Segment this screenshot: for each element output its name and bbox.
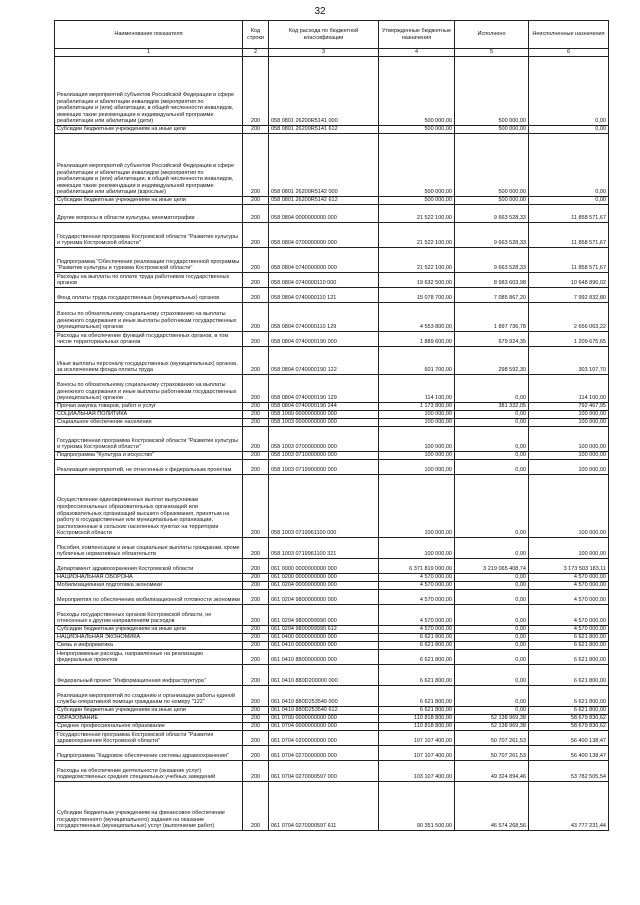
row-name: Государственная программа Костромской области "Развитие культуры и туризма Костромской области" [55, 223, 243, 248]
row-executed: 1 897 736,78 [455, 303, 529, 332]
row-unexecuted: 100 000,00 [529, 475, 609, 538]
row-unexecuted: 100 000,00 [529, 419, 609, 427]
row-line-code: 200 [243, 197, 269, 205]
table-row [55, 605, 609, 626]
row-executed: 0,00 [455, 419, 529, 427]
row-line-code: 200 [243, 126, 269, 134]
row-executed: 381 332,05 [455, 403, 529, 411]
row-budget-code: 061 0700 0000000000 000 [269, 715, 379, 723]
row-name: Пособия, компенсации и иные социальные выплаты гражданам, кроме публичных нормативных обязательств [55, 538, 243, 559]
row-name: Субсидии бюджетным учреждениям на иные цели [55, 626, 243, 634]
header-unexecuted: Неисполненные назначения [529, 21, 609, 49]
column-number: 6 [529, 49, 609, 57]
row-line-code: 200 [243, 782, 269, 831]
row-unexecuted: 10 648 896,02 [529, 273, 609, 288]
row-unexecuted: 100 000,00 [529, 411, 609, 419]
column-number: 1 [55, 49, 243, 57]
row-budget-code: 058 0804 0740000110 121 [269, 288, 379, 303]
row-name: Реализация мероприятий субъектов Российской Федерации в сфере реабилитации и абилитации инвалидов (мероприятия по реабилитации и (или) абилитации, в общей численности инвалидов, имеющих такие рекомендации в индивидуальной программе реабилитации или абилитации (взрослые) [55, 134, 243, 197]
row-approved: 21 522 100,00 [379, 205, 455, 223]
row-budget-code: 058 1003 0719900000 000 [269, 460, 379, 475]
budget-execution-table-wrapper [54, 20, 608, 831]
row-name: Государственная программа Костромской области "Развитие здравоохранения Костромской области" [55, 731, 243, 746]
table-row [55, 665, 609, 686]
row-line-code: 200 [243, 665, 269, 686]
row-unexecuted: 100 000,00 [529, 427, 609, 452]
row-line-code: 200 [243, 460, 269, 475]
row-executed: 0,00 [455, 411, 529, 419]
column-number: 5 [455, 49, 529, 57]
row-line-code: 200 [243, 375, 269, 403]
row-name: НАЦИОНАЛЬНАЯ ЭКОНОМИКА [55, 634, 243, 642]
table-row [55, 375, 609, 403]
row-line-code: 200 [243, 731, 269, 746]
row-approved: 100 000,00 [379, 452, 455, 460]
row-budget-code: 061 0204 0000000000 000 [269, 582, 379, 590]
row-approved: 100 000,00 [379, 538, 455, 559]
row-budget-code: 061 0410 8800000000 000 [269, 650, 379, 665]
row-unexecuted: 43 777 231,44 [529, 782, 609, 831]
header-executed: Исполнено [455, 21, 529, 49]
row-executed: 9 663 528,33 [455, 223, 529, 248]
row-unexecuted: 4 570 000,00 [529, 574, 609, 582]
table-row [55, 460, 609, 475]
row-budget-code: 058 0804 0740000110 129 [269, 303, 379, 332]
row-budget-code: 061 0000 0000000000 000 [269, 559, 379, 574]
row-budget-code: 061 0704 0200000000 000 [269, 731, 379, 746]
row-executed: 52 138 969,38 [455, 715, 529, 723]
row-approved: 15 078 700,00 [379, 288, 455, 303]
row-approved: 100 000,00 [379, 460, 455, 475]
row-line-code: 200 [243, 650, 269, 665]
table-body [55, 57, 609, 831]
table-row [55, 347, 609, 375]
table-row [55, 411, 609, 419]
row-budget-code: 058 0804 0740000190 129 [269, 375, 379, 403]
row-budget-code: 058 0804 0740000190 244 [269, 403, 379, 411]
row-budget-code: 058 1003 0000000000 000 [269, 419, 379, 427]
row-line-code: 200 [243, 559, 269, 574]
row-budget-code: 061 0410 0000000000 000 [269, 642, 379, 650]
row-approved: 100 000,00 [379, 427, 455, 452]
row-unexecuted: 4 570 000,00 [529, 590, 609, 605]
row-line-code: 200 [243, 626, 269, 634]
row-executed: 0,00 [455, 665, 529, 686]
row-unexecuted: 58 679 830,62 [529, 723, 609, 731]
row-budget-code: 061 0704 0270000597 000 [269, 761, 379, 782]
table-header-row [55, 21, 609, 49]
row-budget-code: 061 0204 9800000000 000 [269, 590, 379, 605]
table-row [55, 574, 609, 582]
row-line-code: 200 [243, 715, 269, 723]
row-line-code: 200 [243, 273, 269, 288]
row-line-code: 200 [243, 590, 269, 605]
row-unexecuted: 6 621 800,00 [529, 686, 609, 707]
row-budget-code: 058 1003 0700000000 000 [269, 427, 379, 452]
header-budget-code: Код расхода по бюджетной классификации [269, 21, 379, 49]
row-executed: 49 324 894,46 [455, 761, 529, 782]
row-approved: 601 700,00 [379, 347, 455, 375]
row-approved: 90 351 500,00 [379, 782, 455, 831]
row-name: Расходы на обеспечение деятельности (оказание услуг) подведомственных средних специальных учебных заведений [55, 761, 243, 782]
table-row [55, 332, 609, 347]
table-row [55, 715, 609, 723]
row-approved: 4 570 000,00 [379, 574, 455, 582]
row-budget-code: 058 1003 0719961100 321 [269, 538, 379, 559]
row-executed: 52 138 969,38 [455, 723, 529, 731]
table-row [55, 126, 609, 134]
table-row [55, 403, 609, 411]
row-executed: 46 574 268,56 [455, 782, 529, 831]
row-approved: 500 000,00 [379, 134, 455, 197]
table-row [55, 303, 609, 332]
row-executed: 8 983 603,98 [455, 273, 529, 288]
row-unexecuted: 100 000,00 [529, 452, 609, 460]
row-line-code: 200 [243, 452, 269, 460]
row-name: Субсидии бюджетным учреждениям на иные цели [55, 126, 243, 134]
table-row [55, 538, 609, 559]
row-approved: 6 621 800,00 [379, 650, 455, 665]
row-approved: 100 000,00 [379, 419, 455, 427]
row-line-code: 200 [243, 634, 269, 642]
row-line-code: 200 [243, 723, 269, 731]
row-budget-code: 058 0801 26200R5142 000 [269, 134, 379, 197]
row-budget-code: 061 0200 0000000000 000 [269, 574, 379, 582]
row-approved: 6 621 800,00 [379, 642, 455, 650]
table-row [55, 419, 609, 427]
row-budget-code: 058 0804 0000000000 000 [269, 205, 379, 223]
row-line-code: 200 [243, 605, 269, 626]
row-line-code: 200 [243, 248, 269, 273]
row-executed: 0,00 [455, 605, 529, 626]
row-name: Государственная программа Костромской области "Развитие культуры и туризма Костромской области" [55, 427, 243, 452]
table-row [55, 590, 609, 605]
table-row [55, 475, 609, 538]
row-name: Субсидии бюджетным учреждениям на иные цели [55, 197, 243, 205]
row-name: НАЦИОНАЛЬНАЯ ОБОРОНА [55, 574, 243, 582]
row-budget-code: 061 0410 880D253540 000 [269, 686, 379, 707]
row-executed: 3 219 065 408,74 [455, 559, 529, 574]
row-line-code: 200 [243, 475, 269, 538]
row-name: Взносы по обязательному социальному страхованию на выплаты денежного содержания и иные выплаты работникам государственных (муниципальных) органов [55, 303, 243, 332]
row-executed: 0,00 [455, 626, 529, 634]
row-unexecuted: 4 570 000,00 [529, 626, 609, 634]
row-name: Взносы по обязательному социальному страхованию на выплаты денежного содержания и иные выплаты работникам государственных (муниципальных) органов [55, 375, 243, 403]
table-row [55, 782, 609, 831]
row-approved: 4 570 000,00 [379, 626, 455, 634]
row-line-code: 200 [243, 303, 269, 332]
row-budget-code: 058 0801 26200R5142 612 [269, 197, 379, 205]
page-number: 32 [314, 6, 326, 17]
row-approved: 500 000,00 [379, 197, 455, 205]
row-approved: 1 173 800,00 [379, 403, 455, 411]
row-unexecuted: 1 209 675,65 [529, 332, 609, 347]
row-name: Мобилизационная подготовка экономики [55, 582, 243, 590]
table-row [55, 634, 609, 642]
row-approved: 110 818 800,00 [379, 715, 455, 723]
row-unexecuted: 4 570 000,00 [529, 582, 609, 590]
table-row [55, 723, 609, 731]
table-row [55, 57, 609, 126]
row-unexecuted: 11 858 571,67 [529, 205, 609, 223]
row-name: Осуществление единовременных выплат выпускникам профессиональных образовательных организаций или образовательных организаций высшего образования, принятым на работу в государственные или муниципальные организации, расположенные в сельских населенных пунктах на территории Костромской области [55, 475, 243, 538]
row-approved: 4 553 800,00 [379, 303, 455, 332]
row-name: Федеральный проект "Информационная инфраструктура" [55, 665, 243, 686]
table-row [55, 642, 609, 650]
column-number: 4 [379, 49, 455, 57]
table-row [55, 582, 609, 590]
row-executed: 0,00 [455, 475, 529, 538]
row-name: Связь и информатика [55, 642, 243, 650]
row-executed: 0,00 [455, 642, 529, 650]
row-approved: 110 818 800,00 [379, 723, 455, 731]
table-row [55, 197, 609, 205]
row-approved: 19 632 500,00 [379, 273, 455, 288]
row-budget-code: 061 0704 0270000000 000 [269, 746, 379, 761]
table-row [55, 731, 609, 746]
row-unexecuted: 6 621 800,00 [529, 650, 609, 665]
row-executed: 500 000,00 [455, 197, 529, 205]
row-unexecuted: 100 000,00 [529, 460, 609, 475]
row-unexecuted: 0,00 [529, 126, 609, 134]
row-line-code: 200 [243, 642, 269, 650]
table-row [55, 761, 609, 782]
column-number-row [55, 49, 609, 57]
row-unexecuted: 2 656 063,22 [529, 303, 609, 332]
row-executed: 0,00 [455, 574, 529, 582]
row-line-code: 200 [243, 411, 269, 419]
table-row [55, 746, 609, 761]
row-name: Фонд оплаты труда государственных (муниципальных) органов [55, 288, 243, 303]
row-unexecuted: 6 621 800,00 [529, 707, 609, 715]
row-executed: 7 085 867,20 [455, 288, 529, 303]
row-approved: 107 107 400,00 [379, 746, 455, 761]
row-approved: 6 621 800,00 [379, 707, 455, 715]
row-unexecuted: 114 100,00 [529, 375, 609, 403]
row-line-code: 200 [243, 288, 269, 303]
row-executed: 9 663 528,33 [455, 248, 529, 273]
row-line-code: 200 [243, 707, 269, 715]
budget-execution-table [54, 20, 609, 831]
row-unexecuted: 0,00 [529, 57, 609, 126]
row-name: Субсидии бюджетным учреждениям на иные цели [55, 707, 243, 715]
row-budget-code: 058 0804 0740000190 122 [269, 347, 379, 375]
row-executed: 0,00 [455, 375, 529, 403]
row-approved: 4 570 000,00 [379, 605, 455, 626]
row-budget-code: 058 1000 0000000000 000 [269, 411, 379, 419]
table-row [55, 223, 609, 248]
row-executed: 0,00 [455, 634, 529, 642]
table-row [55, 559, 609, 574]
row-name: Реализация мероприятий субъектов Российской Федерации в сфере реабилитации и абилитации инвалидов (мероприятия по реабилитации и (или) абилитации, в общей численности инвалидов, имеющих такие рекомендации в индивидуальной программе реабилитации или абилитации (дети) [55, 57, 243, 126]
row-name: Прочая закупка товаров, работ и услуг [55, 403, 243, 411]
row-budget-code: 058 1003 0719961100 000 [269, 475, 379, 538]
row-unexecuted: 0,00 [529, 134, 609, 197]
row-line-code: 200 [243, 57, 269, 126]
row-budget-code: 061 0204 9800099990 000 [269, 605, 379, 626]
table-row [55, 205, 609, 223]
row-name: Мероприятия по обеспечению мобилизационной готовности экономики [55, 590, 243, 605]
row-budget-code: 058 0801 26200R5141 612 [269, 126, 379, 134]
row-budget-code: 061 0410 880D253540 612 [269, 707, 379, 715]
row-name: Расходы государственных органов Костромской области, не отнесенные к другим направлениям расходов [55, 605, 243, 626]
row-executed: 9 663 528,33 [455, 205, 529, 223]
row-name: Социальное обеспечение населения [55, 419, 243, 427]
table-row [55, 273, 609, 288]
row-budget-code: 061 0410 880D200000 000 [269, 665, 379, 686]
row-name: ОБРАЗОВАНИЕ [55, 715, 243, 723]
row-name: Другие вопросы в области культуры, кинематографии [55, 205, 243, 223]
row-budget-code: 061 0704 0000000000 000 [269, 723, 379, 731]
row-name: Иные выплаты персоналу государственных (муниципальных) органов, за исключением фонда оплаты труда [55, 347, 243, 375]
table-row [55, 707, 609, 715]
row-budget-code: 061 0204 9800099990 612 [269, 626, 379, 634]
row-approved: 114 100,00 [379, 375, 455, 403]
column-number: 2 [243, 49, 269, 57]
row-budget-code: 058 0804 0740000190 000 [269, 332, 379, 347]
row-executed: 500 000,00 [455, 126, 529, 134]
row-unexecuted: 100 000,00 [529, 538, 609, 559]
row-unexecuted: 792 467,95 [529, 403, 609, 411]
row-budget-code: 058 0804 0700000000 000 [269, 223, 379, 248]
header-approved: Утвержденные бюджетные назначения [379, 21, 455, 49]
row-executed: 0,00 [455, 427, 529, 452]
row-name: СОЦИАЛЬНАЯ ПОЛИТИКА [55, 411, 243, 419]
row-budget-code: 058 0801 26200R5141 000 [269, 57, 379, 126]
row-name: Подпрограмма "Кадровое обеспечение системы здравоохранения" [55, 746, 243, 761]
row-executed: 0,00 [455, 650, 529, 665]
row-unexecuted: 6 621 800,00 [529, 665, 609, 686]
row-approved: 1 889 600,00 [379, 332, 455, 347]
row-name: Среднее профессиональное образование [55, 723, 243, 731]
table-row [55, 686, 609, 707]
row-approved: 6 621 800,00 [379, 665, 455, 686]
row-unexecuted: 56 400 138,47 [529, 746, 609, 761]
row-approved: 103 107 400,00 [379, 761, 455, 782]
row-unexecuted: 58 679 830,62 [529, 715, 609, 723]
table-row [55, 288, 609, 303]
row-approved: 6 621 800,00 [379, 686, 455, 707]
row-executed: 0,00 [455, 538, 529, 559]
row-approved: 21 522 100,00 [379, 248, 455, 273]
row-budget-code: 061 0704 0270000597 611 [269, 782, 379, 831]
row-line-code: 200 [243, 134, 269, 197]
column-number: 3 [269, 49, 379, 57]
row-name: Непрограммные расходы, направленные на реализацию федеральных проектов [55, 650, 243, 665]
row-unexecuted: 7 992 832,80 [529, 288, 609, 303]
row-unexecuted: 0,00 [529, 197, 609, 205]
row-approved: 4 570 000,00 [379, 590, 455, 605]
row-approved: 6 371 819 000,00 [379, 559, 455, 574]
table-row [55, 626, 609, 634]
row-name: Подпрограмма "Обеспечение реализации государственной программы "Развитие культуры и туризма Костромской области" [55, 248, 243, 273]
row-approved: 100 000,00 [379, 411, 455, 419]
row-executed: 0,00 [455, 590, 529, 605]
row-name: Департамент здравоохранения Костромской области [55, 559, 243, 574]
row-executed: 0,00 [455, 582, 529, 590]
row-line-code: 200 [243, 538, 269, 559]
row-unexecuted: 11 858 571,67 [529, 248, 609, 273]
row-line-code: 200 [243, 746, 269, 761]
row-approved: 107 107 400,00 [379, 731, 455, 746]
row-line-code: 200 [243, 419, 269, 427]
row-line-code: 200 [243, 427, 269, 452]
row-unexecuted: 3 173 503 183,11 [529, 559, 609, 574]
row-unexecuted: 303 107,70 [529, 347, 609, 375]
table-row [55, 452, 609, 460]
row-unexecuted: 56 400 138,47 [529, 731, 609, 746]
row-line-code: 200 [243, 686, 269, 707]
row-approved: 6 621 800,00 [379, 634, 455, 642]
row-line-code: 200 [243, 403, 269, 411]
row-unexecuted: 6 621 800,00 [529, 634, 609, 642]
row-line-code: 200 [243, 574, 269, 582]
table-row [55, 650, 609, 665]
row-line-code: 200 [243, 582, 269, 590]
row-approved: 100 000,00 [379, 475, 455, 538]
row-line-code: 200 [243, 761, 269, 782]
table-row [55, 248, 609, 273]
header-line-code: Код строки [243, 21, 269, 49]
row-line-code: 200 [243, 205, 269, 223]
row-budget-code: 058 0804 0740000110 000 [269, 273, 379, 288]
row-budget-code: 058 1003 0710000000 000 [269, 452, 379, 460]
row-executed: 0,00 [455, 460, 529, 475]
row-approved: 500 000,00 [379, 126, 455, 134]
row-name: Расходы на обеспечение функций государственных органов, в том числе территориальных органов [55, 332, 243, 347]
row-executed: 298 592,30 [455, 347, 529, 375]
row-unexecuted: 11 858 571,67 [529, 223, 609, 248]
row-executed: 500 000,00 [455, 134, 529, 197]
header-name: Наименование показателя [55, 21, 243, 49]
row-name: Подпрограмма "Культура и искусство" [55, 452, 243, 460]
row-unexecuted: 53 782 505,54 [529, 761, 609, 782]
row-line-code: 200 [243, 223, 269, 248]
row-executed: 0,00 [455, 686, 529, 707]
row-approved: 21 522 100,00 [379, 223, 455, 248]
row-executed: 0,00 [455, 452, 529, 460]
row-name: Расходы на выплаты по оплате труда работников государственных органов [55, 273, 243, 288]
row-budget-code: 058 0804 0740000000 000 [269, 248, 379, 273]
row-executed: 679 924,35 [455, 332, 529, 347]
row-approved: 4 570 000,00 [379, 582, 455, 590]
table-row [55, 427, 609, 452]
table-row [55, 134, 609, 197]
row-executed: 0,00 [455, 707, 529, 715]
row-line-code: 200 [243, 347, 269, 375]
row-unexecuted: 4 570 000,00 [529, 605, 609, 626]
row-name: Реализация мероприятий, не отнесенных к федеральным проектам [55, 460, 243, 475]
row-name: Субсидии бюджетным учреждениям на финансовое обеспечение государственного (муниципального) задания на оказание государственных (муниципальных) услуг (выполнение работ) [55, 782, 243, 831]
row-approved: 500 000,00 [379, 57, 455, 126]
row-executed: 50 707 261,53 [455, 746, 529, 761]
row-executed: 50 707 261,53 [455, 731, 529, 746]
row-budget-code: 061 0400 0000000000 000 [269, 634, 379, 642]
row-executed: 500 000,00 [455, 57, 529, 126]
row-line-code: 200 [243, 332, 269, 347]
row-unexecuted: 6 621 800,00 [529, 642, 609, 650]
row-name: Реализация мероприятий по созданию и организации работы единой службы оперативной помощи гражданам по номеру "122" [55, 686, 243, 707]
